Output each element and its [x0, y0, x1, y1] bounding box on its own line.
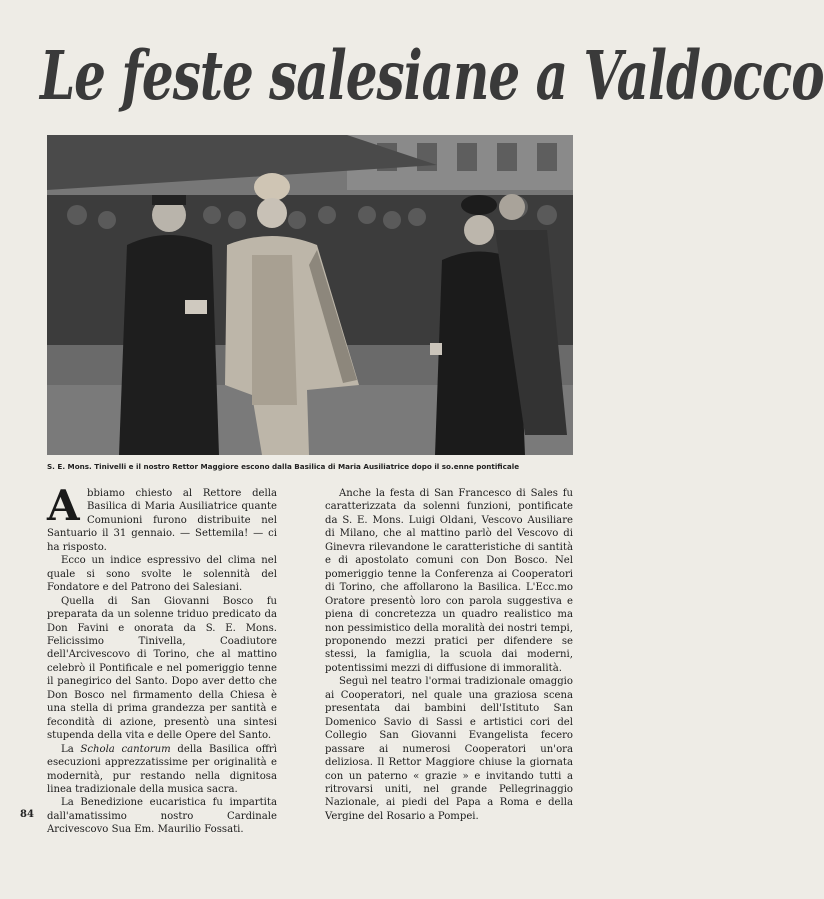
photo-caption: S. E. Mons. Tinivelli e il nostro Rettor Maggiore escono dalla Basilica di Maria Ausiliatrice dopo il so.enne pontificale — [47, 462, 520, 471]
photo-illustration — [47, 135, 573, 455]
paragraph: La Benedizione eucaristica fu impartita dall'amatissimo nostro Cardinale Arcivescovo Sua Em. Maurilio Fossati. — [47, 797, 277, 836]
drop-cap: A — [47, 481, 80, 530]
emphasis-text: Schola cantorum — [80, 743, 171, 755]
paragraph-text: bbiamo chiesto al Rettore della Basilica di Maria Ausiliatrice quante Comunioni furono distribuite nel Santuario il 31 gennaio. — Settemila! — ci ha risposto. — [47, 488, 277, 553]
paragraph: Seguì nel teatro l'ormai tradizionale omaggio ai Cooperatori, nel quale una graziosa scena presentata dai bambini dell'Istituto San Domenico Savio di Sassi e artistici cori del Collegio San Giovanni Evangelista fecero passare ai numerosi Cooperatori un'ora deliziosa. Il Rettor Maggiore chiuse la giornata con un paterno « grazie » e invitando tutti a ritrovarsi uniti, nel grande Pellegrinaggio Nazionale, ai piedi del Papa a Roma e della Vergine del Rosario a Pompei. — [325, 676, 573, 822]
page-number: 84 — [20, 809, 34, 820]
article-column-right — [325, 487, 573, 823]
paragraph: Quella di San Giovanni Bosco fu preparata da un solenne triduo predicato da Don Favini e onorata da S. E. Mons. Felicissimo Tinivella, Coadiutore dell'Arcivescovo di Torino, che al mattino celebrò il Pontificale e nel pomeriggio tenne il panegirico del Santo. Dopo aver detto che Don Bosco nel firmamento della Chiesa è una stella di prima grandezza per santità e fecondità di azione, presentò una sintesi stupenda della vita e delle Opere del Santo. — [47, 595, 277, 742]
article-photo — [47, 135, 573, 455]
paragraph: Anche la festa di San Francesco di Sales fu caratterizzata da solenni funzioni, pontificate da S. E. Mons. Luigi Oldani, Vescovo Ausiliare di Milano, che al mattino parlò del Vescovo di Ginevra rilevandone le caratteristiche di santità e di apostolato comuni con Don Bosco. Nel pomeriggio tenne la Conferenza ai Cooperatori di Torino, che affollarono la Basilica. L'Ecc.mo Oratore presentò loro con parola suggestiva e piena di concretezza un quadro realistico ma non pessimistico della moralità dei nostri tempi, proponendo mezzi pratici per difendere se stessi, la famiglia, la scuola dai moderni, potentissimi mezzi di diffusione di immoralità. — [325, 488, 573, 674]
paragraph-text: La — [61, 743, 81, 755]
paragraph-text: della Basilica offrì esecuzioni apprezzatissime per originalità e modernità, pur restando nella dignitosa linea tradizionale della musica sacra. — [47, 743, 277, 795]
article-headline: Le feste salesiane a Valdocco — [40, 35, 824, 116]
paragraph — [47, 743, 277, 797]
paragraph: Ecco un indice espressivo del clima nel quale si sono svolte le solennità del Fondatore e del Patrono dei Salesiani. — [47, 555, 277, 594]
article-column-left — [47, 481, 277, 837]
paragraph — [47, 481, 277, 554]
